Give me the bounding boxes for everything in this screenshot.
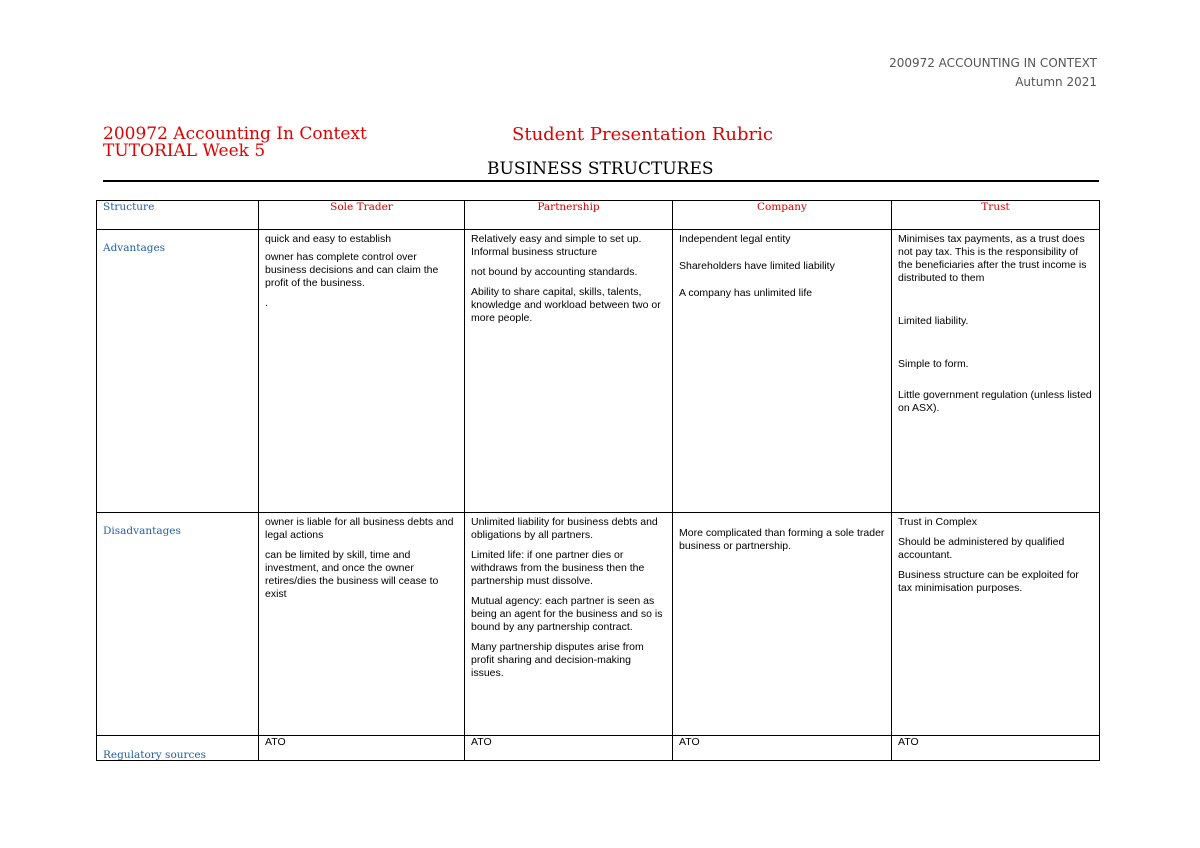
header-company: Company [673,201,892,230]
rubric-title: Student Presentation Rubric [512,124,773,145]
page-header [889,54,1097,92]
regulatory-sole-trader: ATO [259,736,465,761]
cell-text: Trust in Complex [898,516,977,528]
table-row-regulatory [97,736,1100,761]
cell-text: Limited life: if one partner dies or withdraws from the business then the partnership must dissolve. [471,549,645,587]
cell-text: Shareholders have limited liability [679,260,835,272]
title-block [103,126,367,160]
cell-text: can be limited by skill, time and investment, and once the owner retires/dies the business will cease to exist [265,549,439,600]
row-label-advantages [97,230,259,513]
disadvantages-partnership [465,513,673,736]
advantages-trust [892,230,1100,513]
advantages-label: Advantages [103,242,166,254]
title-divider [103,180,1099,182]
header-trust: Trust [892,201,1100,230]
regulatory-label: Regulatory sources [103,749,207,761]
tutorial-title: TUTORIAL Week 5 [103,141,266,161]
row-label-regulatory [97,736,259,761]
cell-text: Should be administered by qualified accountant. [898,536,1065,561]
rubric-table [96,200,1100,761]
cell-text: . [265,297,268,309]
disadvantages-trust [892,513,1100,736]
cell-text: Little government regulation (unless listed on ASX). [898,389,1092,414]
table-row-advantages [97,230,1100,513]
cell-text: Mutual agency: each partner is seen as being an agent for the business and so is bound by any partnership contract. [471,595,663,633]
cell-text: Simple to form. [898,358,969,370]
cell-text: Many partnership disputes arise from profit sharing and decision-making issues. [471,641,644,679]
advantages-partnership [465,230,673,513]
page-title: BUSINESS STRUCTURES [487,159,714,179]
cell-text: not bound by accounting standards. [471,266,638,278]
cell-text: Business structure can be exploited for tax minimisation purposes. [898,569,1079,594]
course-title: 200972 Accounting In Context [103,124,367,144]
cell-text: Relatively easy and simple to set up. Informal business structure [471,233,642,258]
table-header-row [97,201,1100,230]
cell-text: A company has unlimited life [679,287,813,299]
cell-text: quick and easy to establish [265,233,392,245]
cell-text: Unlimited liability for business debts and obligations by all partners. [471,516,658,541]
regulatory-partnership: ATO [465,736,673,761]
cell-text: Minimises tax payments, as a trust does not pay tax. This is the responsibility of the beneficiaries after the trust income is distributed to them [898,233,1087,284]
header-partnership: Partnership [465,201,673,230]
table-row-disadvantages [97,513,1100,736]
header-term: Autumn 2021 [1015,75,1097,89]
regulatory-trust: ATO [892,736,1100,761]
header-course: 200972 ACCOUNTING IN CONTEXT [889,56,1097,70]
cell-text: More complicated than forming a sole trader business or partnership. [679,527,885,552]
advantages-company [673,230,892,513]
header-structure: Structure [97,201,259,230]
cell-text: owner has complete control over business decisions and can claim the profit of the business. [265,251,439,289]
advantages-sole-trader [259,230,465,513]
disadvantages-company [673,513,892,736]
regulatory-company: ATO [673,736,892,761]
row-label-disadvantages [97,513,259,736]
cell-text: owner is liable for all business debts and legal actions [265,516,454,541]
cell-text: Limited liability. [898,315,969,327]
disadvantages-sole-trader [259,513,465,736]
header-sole-trader: Sole Trader [259,201,465,230]
disadvantages-label: Disadvantages [103,525,181,537]
cell-text: Ability to share capital, skills, talents, knowledge and workload between two or more people. [471,286,661,324]
cell-text: Independent legal entity [679,233,791,245]
